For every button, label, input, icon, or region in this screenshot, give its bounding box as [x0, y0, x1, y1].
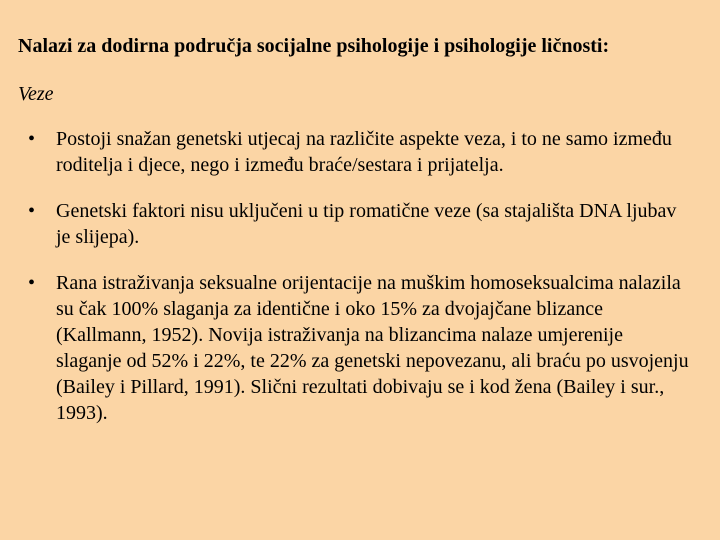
bullet-list: [18, 126, 690, 426]
bullet-text: Postoji snažan genetski utjecaj na različite aspekte veza, i to ne samo između roditelja i djece, nego i između braće/sestara i prijatelja.: [56, 128, 672, 176]
bullet-marker: •: [28, 272, 36, 294]
bullet-item: [18, 270, 690, 426]
bullet-text: Rana istraživanja seksualne orijentacije na muškim homoseksualcima nalazila su čak 100% slaganja za identične i oko 15% za dvojajčane blizance (Kallmann, 1952). Novija istraživanja na blizancima nalaze umjerenije slaganje od 52% i 22%, te 22% za genetski nepovezanu, ali braću po usvojenju (Bailey i Pillard, 1991). Slični rezultati dobivaju se i kod žena (Bailey i sur., 1993).: [56, 272, 689, 424]
bullet-marker: •: [28, 128, 36, 150]
bullet-item: [18, 126, 690, 178]
bullet-text: Genetski faktori nisu uključeni u tip romatične veze (sa stajališta DNA ljubav je slijepa).: [56, 200, 677, 248]
section-subheading: Veze: [18, 83, 54, 105]
slide-heading: Nalazi za dodirna područja socijalne psihologije i psihologije ličnosti:: [18, 35, 610, 57]
bullet-marker: •: [28, 200, 36, 222]
bullet-item: [18, 198, 690, 250]
